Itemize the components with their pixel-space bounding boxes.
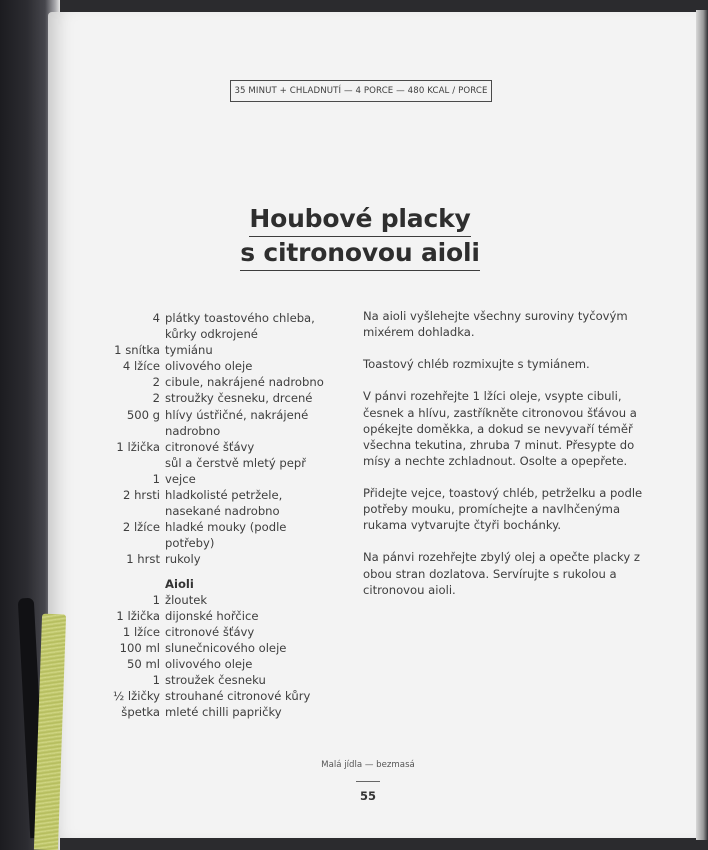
ingredient-row (100, 535, 345, 551)
ingredient-name: vejce (165, 471, 196, 486)
ingredient-name: slunečnicového oleje (165, 640, 287, 655)
ingredient-qty: 1 (152, 672, 160, 687)
ingredient-row (100, 551, 345, 567)
ingredient-name: dijonské hořčice (165, 608, 259, 623)
ingredient-name: citronové šťávy (165, 624, 255, 639)
footer-divider (356, 781, 380, 782)
recipe-title-line-1: Houbové placky (249, 203, 470, 237)
ingredient-name: mleté chilli papričky (165, 705, 282, 720)
ingredient-name: stroužky česneku, drcené (165, 391, 313, 406)
method-step: Na aioli vyšlehejte všechny suroviny tyčovým mixérem dohladka. (363, 309, 628, 340)
ingredient-name: potřeby) (165, 536, 215, 551)
recipe-title (200, 203, 520, 271)
ingredient-row (100, 487, 345, 503)
recipe-meta-box: 35 MINUT + CHLADNUTÍ — 4 PORCE — 480 KCAL / PORCE (230, 80, 492, 102)
ingredient-qty: 500 g (126, 407, 160, 422)
ingredient-qty: 1 lžíce (122, 624, 160, 639)
footer-section-label: Malá jídla — bezmasá (321, 760, 415, 770)
aioli-row (100, 592, 345, 608)
method-step: V pánvi rozehřejte 1 lžíci oleje, vsypte cibuli, česnek a hlívu, zastříkněte citronovou šťávou a opékejte doměkka, a dokud se nevyvaří téměř všechna tekutina, zhruba 7 minut. Přesypte do mísy a nechte zchladnout. Osolte a opepřete. (363, 389, 637, 468)
ingredient-name: nasekané nadrobno (165, 504, 280, 519)
ingredient-qty: 1 lžička (116, 608, 160, 623)
ingredient-name: hlívy ústřičné, nakrájené (165, 407, 309, 422)
aioli-row (100, 704, 345, 720)
ingredient-name: rukoly (165, 552, 201, 567)
ingredient-row (100, 390, 345, 406)
ingredient-row (100, 326, 345, 342)
ingredient-row (100, 519, 345, 535)
method-steps (363, 308, 653, 614)
aioli-row (100, 640, 345, 656)
ingredient-qty: 1 (152, 592, 160, 607)
ingredient-name: strouhané citronové kůry (165, 689, 311, 704)
ingredient-row (100, 374, 345, 390)
ingredient-row (100, 342, 345, 358)
ingredient-row (100, 503, 345, 519)
ingredient-qty: špetka (121, 705, 160, 720)
ingredient-name: olivového oleje (165, 656, 253, 671)
ingredient-name: tymiánu (165, 343, 213, 358)
ingredient-qty: 1 (152, 471, 160, 486)
ingredient-qty: 2 hrsti (123, 488, 160, 503)
ingredient-qty: 100 ml (119, 640, 160, 655)
ingredient-qty: 2 (152, 375, 160, 390)
ingredient-qty (100, 423, 165, 439)
ingredient-row (100, 439, 345, 455)
ingredient-qty (100, 455, 165, 471)
ingredient-name: cibule, nakrájené nadrobno (165, 375, 324, 390)
ingredient-name: sůl a čerstvě mletý pepř (165, 455, 306, 470)
ingredient-qty: 1 lžička (116, 439, 160, 454)
ingredient-qty (100, 503, 165, 519)
page-edge (696, 10, 708, 840)
recipe-title-line-2: s citronovou aioli (240, 237, 480, 271)
method-step: Na pánvi rozehřejte zbylý olej a opečte placky z obou stran dozlatova. Servírujte s rukolou a citronovou aioli. (363, 550, 640, 597)
ingredient-row (100, 455, 345, 471)
aioli-row (100, 624, 345, 640)
ingredient-row (100, 358, 345, 374)
ingredient-row (100, 423, 345, 439)
ingredient-qty: 2 (152, 391, 160, 406)
aioli-row (100, 656, 345, 672)
ingredient-qty (100, 535, 165, 551)
ingredient-qty: 1 hrst (126, 552, 160, 567)
page-number: 55 (359, 789, 376, 803)
ingredient-name: olivového oleje (165, 359, 253, 374)
aioli-row (100, 672, 345, 688)
ingredient-row (100, 471, 345, 487)
aioli-row (100, 608, 345, 624)
aioli-heading: Aioli (165, 576, 194, 591)
ingredient-name: citronové šťávy (165, 439, 255, 454)
ingredient-name: stroužek česneku (165, 672, 266, 687)
ingredient-name: kůrky odkrojené (165, 327, 258, 342)
ingredient-qty: 2 lžíce (122, 520, 160, 535)
ingredient-row (100, 407, 345, 423)
ingredient-qty: 1 snítka (114, 343, 160, 358)
ingredient-qty (100, 326, 165, 342)
ingredient-row (100, 310, 345, 326)
method-step: Přidejte vejce, toastový chléb, petrželku a podle potřeby mouku, promíchejte a navlhčenýma rukama vytvarujte čtyři bochánky. (363, 486, 643, 533)
ingredient-name: plátky toastového chleba, (165, 311, 315, 325)
method-step: Toastový chléb rozmixujte s tymiánem. (363, 357, 590, 372)
ingredient-list (100, 310, 345, 720)
aioli-row (100, 688, 345, 704)
ingredient-qty: 4 lžíce (122, 359, 160, 374)
ingredient-name: žloutek (165, 592, 208, 607)
ingredient-name: hladkolisté petržele, (165, 488, 283, 503)
ingredient-name: nadrobno (165, 423, 221, 438)
ingredient-qty: ½ lžičky (113, 689, 160, 704)
ingredient-qty: 4 (152, 311, 160, 325)
ingredient-name: hladké mouky (podle (165, 520, 287, 535)
ingredient-qty: 50 ml (127, 656, 160, 671)
